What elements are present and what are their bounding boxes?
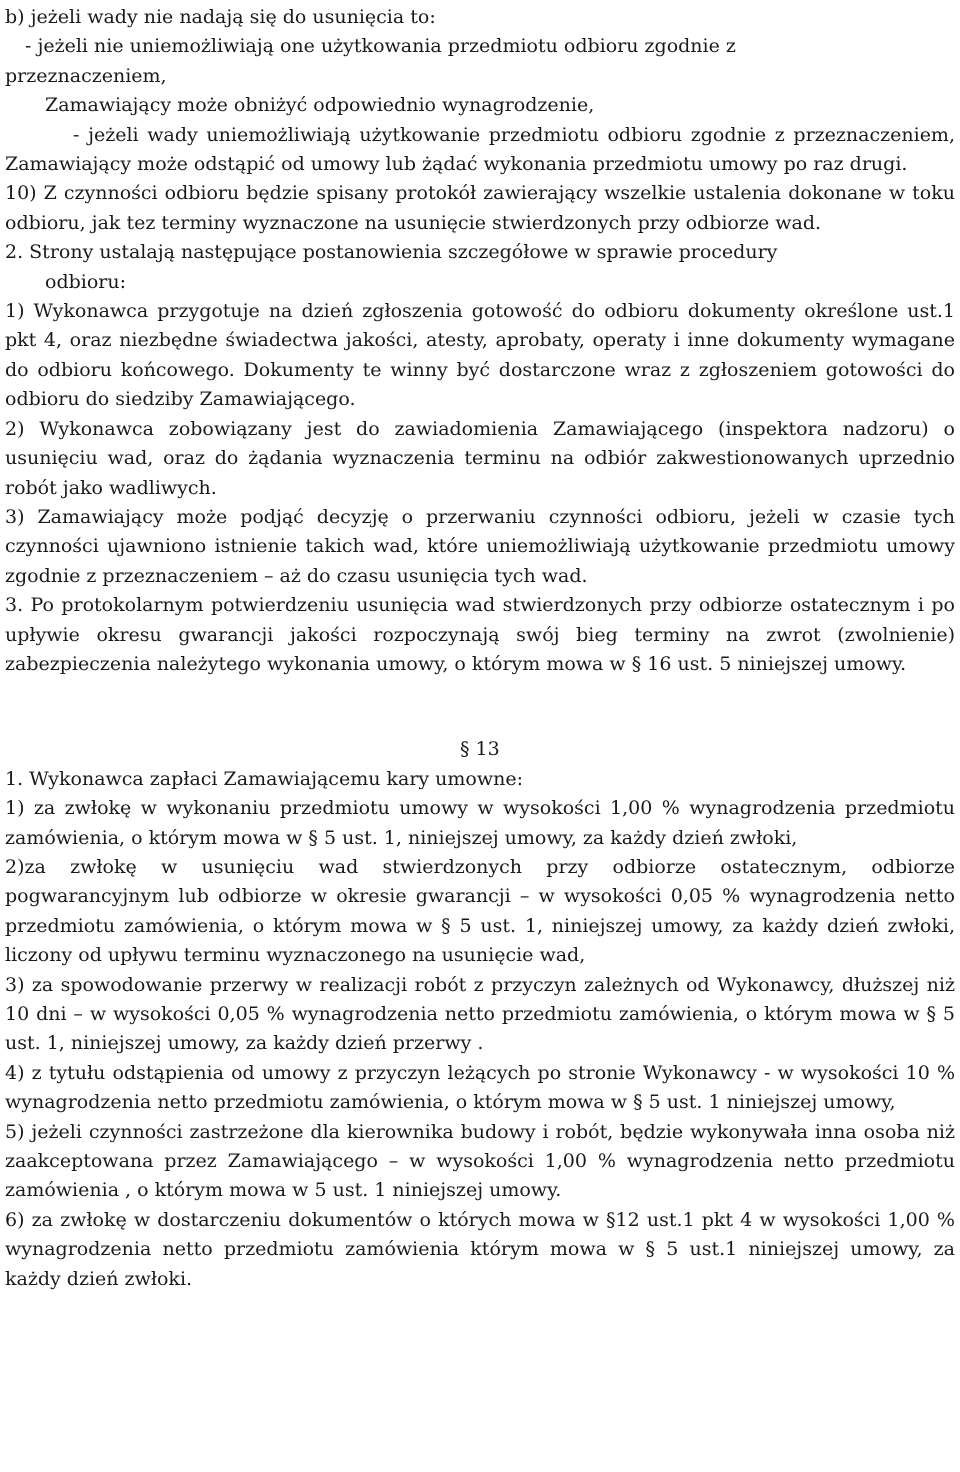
paragraph-10: 10) Z czynności odbioru będzie spisany protokół zawierający wszelkie ustalenia dokonane w toku odbioru, jak tez terminy wyznaczone na usunięcie stwierdzonych przy odbiorze wad. — [5, 182, 955, 234]
paragraph-2-1: 1) Wykonawca przygotuje na dzień zgłoszenia gotowość do odbioru dokumenty określone ust.1 pkt 4, oraz niezbędne świadectwa jakości, atesty, aprobaty, operaty i inne dokumenty wymagane do odbioru końcowego. Dokumenty te winny być dostarczone wraz z zgłoszeniem gotowości do odbioru do siedziby Zamawiającego. — [5, 300, 955, 411]
section-gap — [5, 679, 955, 735]
paragraph-13-1-4: 4) z tytułu odstąpienia od umowy z przyczyn leżących po stronie Wykonawcy - w wysokości 10 % wynagrodzenia netto przedmiotu zamówienia, o którym mowa w § 5 ust. 1 niniejszej umowy, — [5, 1061, 955, 1114]
paragraph-13-1-6: 6) za zwłokę w dostarczeniu dokumentów o których mowa w §12 ust.1 pkt 4 w wysokości 1,00 % wynagrodzenia netto przedmiotu zamówienia którym mowa w § 5 ust.1 niniejszej umowy, za każdy dzień zwłoki. — [5, 1208, 955, 1290]
paragraph-3: 3. Po protokolarnym potwierdzeniu usunięcia wad stwierdzonych przy odbiorze ostatecznym i po upływie okresu gwarancji jakości rozpoczynają swój bieg terminy na zwrot (zwolnienie) zabezpieczenia należytego wykonania umowy, o którym mowa w § 16 ust. 5 niniejszej umowy. — [5, 594, 955, 675]
section-heading: § 13 — [460, 738, 500, 761]
paragraph-b: b) jeżeli wady nie nadają się do usunięcia to: — [5, 6, 436, 28]
paragraph-b-dash-1-result: Zamawiający może obniżyć odpowiednio wynagrodzenie, — [45, 94, 595, 117]
paragraph-b-dash-1: - jeżeli nie uniemożliwiają one użytkowania przedmiotu odbioru zgodnie z — [25, 35, 736, 58]
paragraph-b-dash-2: - jeżeli wady uniemożliwiają użytkowanie przedmiotu odbioru zgodnie z przeznaczeniem, Zamawiający może odstąpić od umowy lub żądać wykonania przedmiotu umowy po raz drugi. — [5, 123, 955, 176]
paragraph-13-1: 1. Wykonawca zapłaci Zamawiającemu kary umowne: — [5, 767, 524, 790]
paragraph-13-1-5: 5) jeżeli czynności zastrzeżone dla kierownika budowy i robót, będzie wykonywała inna osoba niż zaakceptowana przez Zamawiającego – w wysokości 1,00 % wynagrodzenia netto przedmiotu zamówienia , o którym mowa w 5 ust. 1 niniejszej umowy. — [5, 1120, 955, 1202]
paragraph-2-cont: odbioru: — [45, 270, 127, 293]
paragraph-13-1-1: 1) za zwłokę w wykonaniu przedmiotu umowy w wysokości 1,00 % wynagrodzenia przedmiotu zamówienia, o którym mowa w § 5 ust. 1, niniejszej umowy, za każdy dzień zwłoki, — [5, 797, 955, 849]
paragraph-2: 2. Strony ustalają następujące postanowienia szczegółowe w sprawie procedury — [5, 241, 778, 264]
paragraph-2-3: 3) Zamawiający może podjąć decyzję o przerwaniu czynności odbioru, jeżeli w czasie tych czynności ujawniono istnienie takich wad, które uniemożliwiają użytkowanie przedmiotu umowy zgodnie z przeznaczeniem – aż do czasu usunięcia tych wad. — [5, 505, 955, 587]
document-body — [5, 0, 955, 1294]
paragraph-13-1-3: 3) za spowodowanie przerwy w realizacji robót z przyczyn zależnych od Wykonawcy, dłuższej niż 10 dni – w wysokości 0,05 % wynagrodzenia netto przedmiotu zamówienia, o którym mowa w § 5 ust. 1, niniejszej umowy, za każdy dzień przerwy . — [5, 973, 955, 1055]
paragraph-b-dash-1-cont: przeznaczeniem, — [5, 64, 167, 87]
paragraph-2-2: 2) Wykonawca zobowiązany jest do zawiadomienia Zamawiającego (inspektora nadzoru) o usunięciu wad, oraz do żądania wyznaczenia terminu na odbiór zakwestionowanych uprzednio robót jako wadliwych. — [5, 417, 955, 499]
paragraph-13-1-2: 2)za zwłokę w usunięciu wad stwierdzonych przy odbiorze ostatecznym, odbiorze pogwarancyjnym lub odbiorze w okresie gwarancji – w wysokości 0,05 % wynagrodzenia netto przedmiotu zamówienia, o którym mowa w § 5 ust. 1, niniejszej umowy, za każdy dzień zwłoki, liczony od upływu terminu wyznaczonego na usunięcie wad, — [5, 855, 955, 967]
